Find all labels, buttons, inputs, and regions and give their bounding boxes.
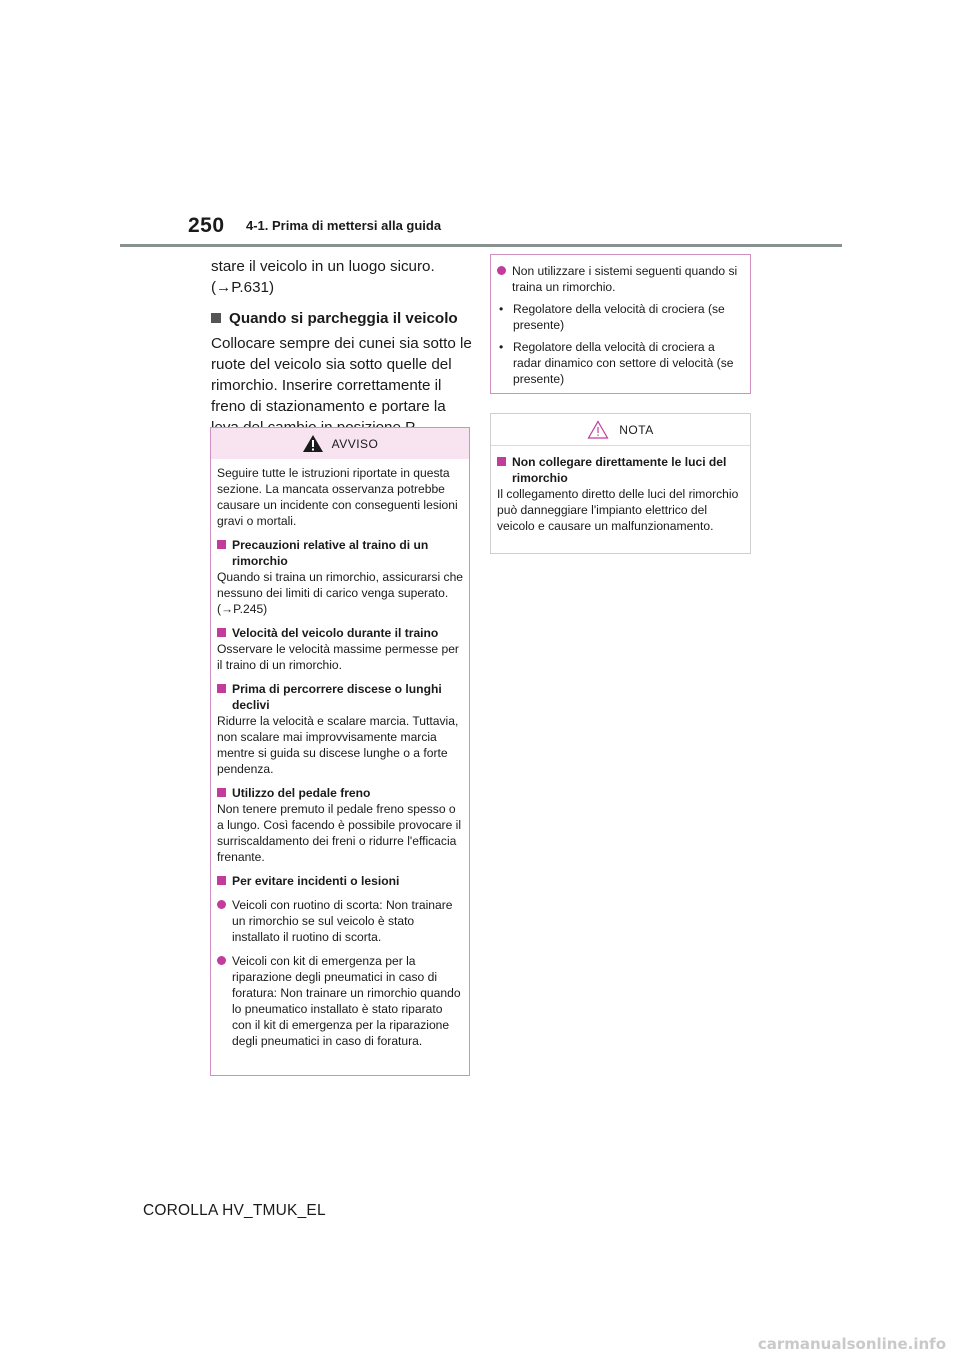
list-item: Veicoli con kit di emergenza per la riparazione degli pneumatici in caso di foratura: Non trainare un rimorchio quando lo pneumatico installato è stato riparato con il kit di emergenza per la riparazione degli pneumatici in caso di foratura.: [217, 953, 463, 1049]
subheading: [211, 308, 473, 329]
intro-ref: (→P.631): [211, 279, 275, 296]
square-bullet-icon: [217, 628, 226, 637]
list-item: Non utilizzare i sistemi seguenti quando si traina un rimorchio.: [497, 263, 744, 295]
warning-continuation-body: [491, 255, 750, 387]
warning-section-heading: Per evitare incidenti o lesioni: [217, 873, 463, 889]
square-bullet-icon: [217, 540, 226, 549]
warning-section-heading: Precauzioni relative al traino di un rimorchio: [217, 537, 463, 569]
header-rule: [120, 244, 842, 247]
square-bullet-icon: [211, 313, 221, 323]
main-column: [211, 256, 473, 438]
warning-section-heading: Velocità del veicolo durante il traino: [217, 625, 463, 641]
note-box: [490, 413, 751, 554]
subheading-text: Quando si parcheggia il veicolo: [229, 310, 458, 327]
note-text: Il collegamento diretto delle luci del rimorchio può danneggiare l'impianto elettrico del veicolo e causare un malfunzionamento.: [497, 487, 739, 533]
warning-continuation-box: [490, 254, 751, 394]
square-bullet-icon: [217, 684, 226, 693]
warning-section-text: Quando si traina un rimorchio, assicurarsi che nessuno dei limiti di carico venga superato. (→P.245): [217, 570, 464, 616]
warning-section-text: Osservare le velocità massime permesse per il traino di un rimorchio.: [217, 642, 459, 672]
section-title: 4-1. Prima di mettersi alla guida: [246, 218, 442, 233]
note-header: [491, 414, 750, 446]
page-number: 250: [188, 214, 225, 237]
watermark: carmanualsonline.info: [757, 1335, 946, 1353]
note-body: [491, 446, 750, 534]
dot-bullet-icon: [217, 900, 226, 909]
bullet-icon: •: [499, 340, 504, 354]
warning-body: [211, 459, 469, 1049]
note-title: NOTA: [619, 422, 654, 437]
warning-intro: Seguire tutte le istruzioni riportate in questa sezione. La mancata osservanza potrebbe causare un incidente con conseguenti lesioni gravi o mortali.: [217, 466, 458, 528]
caution-triangle-icon: [587, 420, 609, 439]
warning-section-text: Ridurre la velocità e scalare marcia. Tuttavia, non scalare mai improvvisamente marcia mentre si guida su discese lunghe o a forte pendenza.: [217, 714, 459, 776]
warning-section-heading: Prima di percorrere discese o lunghi declivi: [217, 681, 463, 713]
list-item: • Regolatore della velocità di crociera (se presente): [499, 302, 725, 332]
list-item: • Regolatore della velocità di crociera a radar dinamico con settore di velocità (se presente): [499, 340, 734, 386]
warning-box: [210, 427, 470, 1076]
warning-section-text: Non tenere premuto il pedale freno spesso o a lungo. Così facendo è possibile provocare il surriscaldamento dei freni o ridurre l'efficacia frenante.: [217, 802, 462, 864]
footer-model: COROLLA HV_TMUK_EL: [143, 1202, 326, 1219]
square-bullet-icon: [217, 876, 226, 885]
note-heading: Non collegare direttamente le luci del rimorchio: [497, 454, 744, 486]
list-item: Veicoli con ruotino di scorta: Non trainare un rimorchio se sul veicolo è stato installato il ruotino di scorta.: [217, 897, 463, 945]
warning-triangle-icon: [302, 434, 324, 453]
dot-bullet-icon: [497, 266, 506, 275]
dot-bullet-icon: [217, 956, 226, 965]
warning-title: AVVISO: [331, 436, 379, 451]
square-bullet-icon: [217, 788, 226, 797]
square-bullet-icon: [497, 457, 506, 466]
warning-header: [211, 428, 469, 459]
bullet-icon: •: [499, 302, 504, 316]
intro-text: stare il veicolo in un luogo sicuro.: [211, 258, 435, 275]
paragraph: Collocare sempre dei cunei sia sotto le ruote del veicolo sia sotto quelle del rimorchio. Inserire correttamente il freno di stazionamento e portare la: [211, 335, 472, 415]
warning-section-heading: Utilizzo del pedale freno: [217, 785, 463, 801]
